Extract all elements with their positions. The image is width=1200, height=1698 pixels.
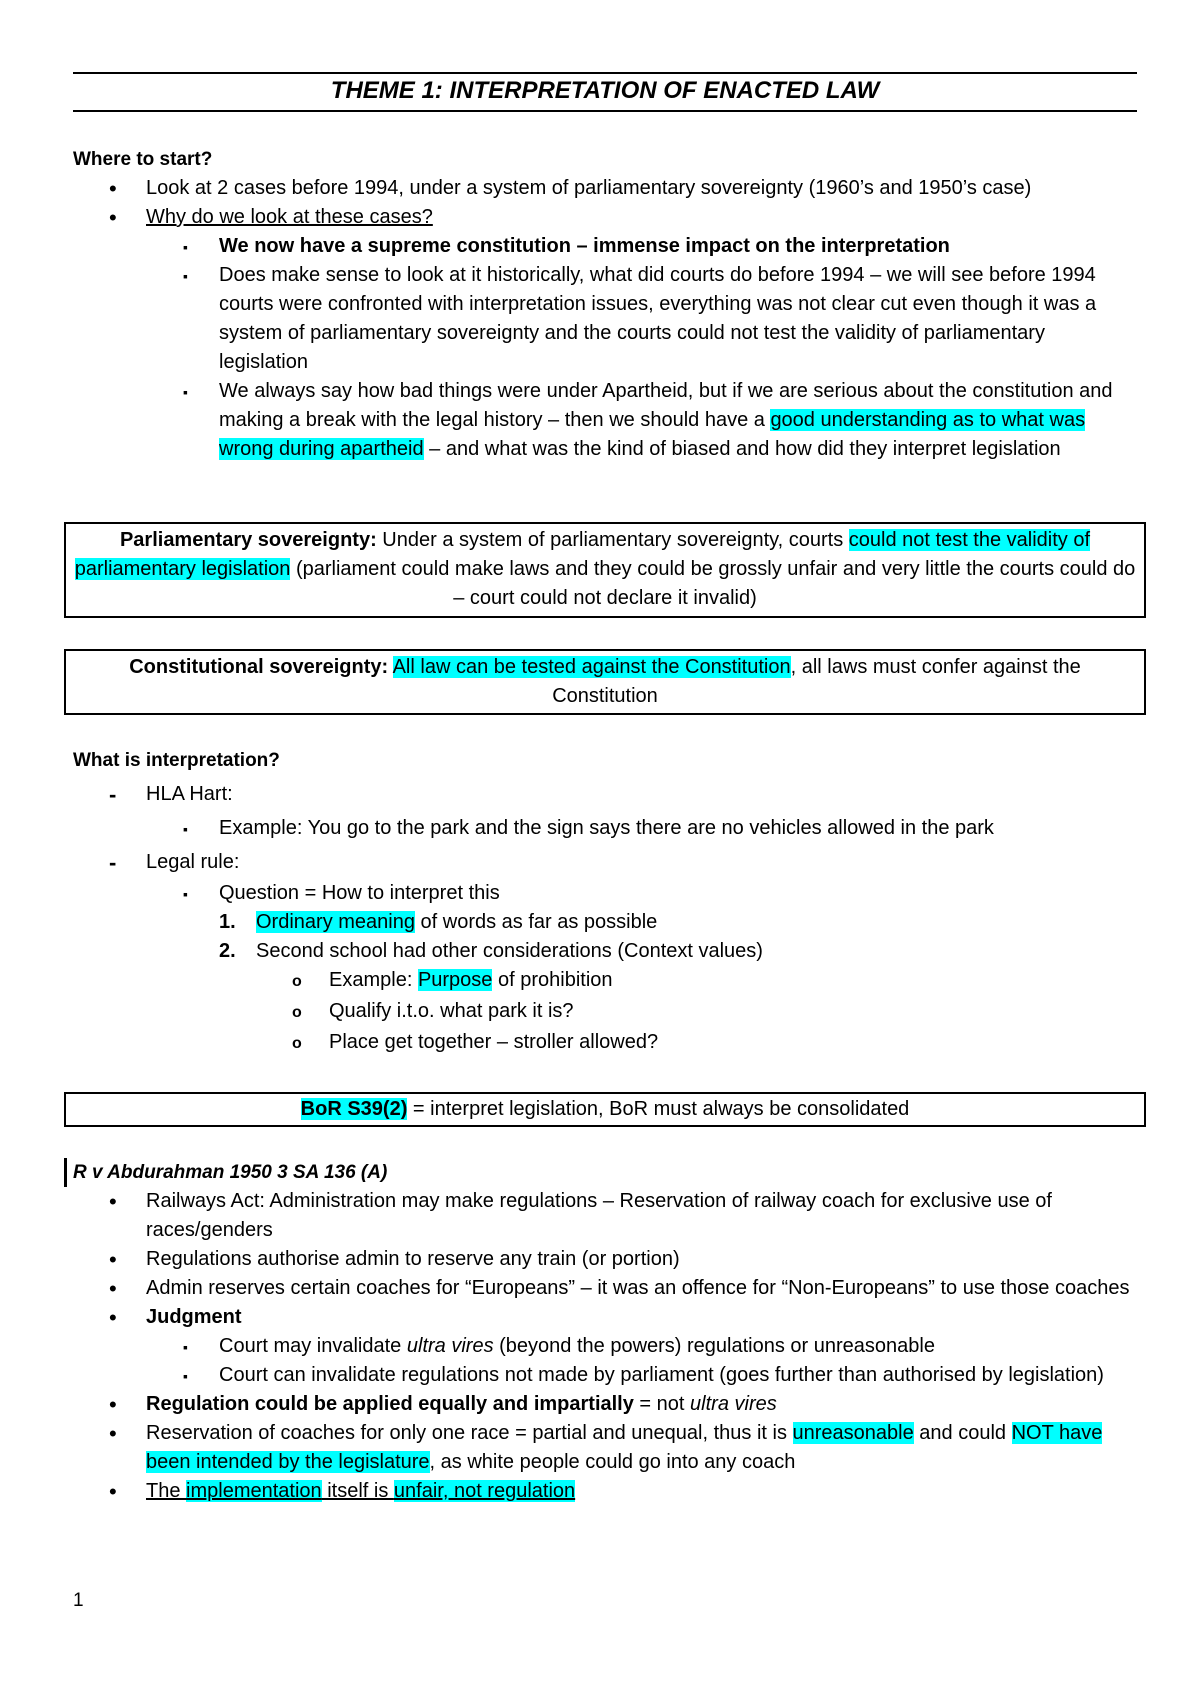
list-item [73, 1303, 1137, 1332]
numbered-item [73, 908, 1137, 937]
list-item-text: of words as far as possible [414, 911, 658, 933]
list-item [73, 1361, 1137, 1390]
square-bullet-icon [183, 814, 188, 844]
list-item [73, 780, 1137, 809]
circle-bullet-icon [292, 997, 302, 1027]
list-item-text: , as white people could go into any coach [429, 1451, 796, 1473]
list-item-text: itself is [321, 1480, 394, 1502]
highlighted-text: BoR S39(2) [300, 1098, 408, 1120]
list-item [73, 1274, 1137, 1303]
list-item-text: Regulations authorise admin to reserve any train (or portion) [146, 1248, 680, 1270]
list-item [73, 203, 1137, 232]
highlighted-text: Purpose [417, 969, 493, 991]
square-bullet-icon [183, 1361, 188, 1391]
list-item [73, 1390, 1137, 1419]
bullet-icon [109, 203, 117, 234]
highlighted-text: could not test the validity of parliamentary legislation [74, 529, 1091, 580]
list-item [73, 1477, 1137, 1506]
list-item-text: Qualify i.t.o. what park it is? [329, 1000, 574, 1022]
highlighted-text: unfair, not regulation [393, 1480, 576, 1502]
title-rule [73, 72, 1137, 112]
list-item [73, 232, 1137, 261]
bullet-icon [109, 174, 117, 205]
bullet-icon [109, 1303, 117, 1334]
page-number: 1 [73, 1590, 84, 1611]
italic-text: ultra vires [406, 1335, 494, 1357]
circle-bullet-icon [292, 966, 302, 996]
bullet-icon [109, 1274, 117, 1305]
list-item-text: Court may invalidate [219, 1335, 407, 1357]
definition-text: = interpret legislation, BoR must always be consolidated [407, 1098, 910, 1120]
highlighted-text: unreasonable [792, 1422, 914, 1444]
square-bullet-icon [183, 879, 188, 909]
list-item [73, 1332, 1137, 1361]
list-item-text: HLA Hart: [146, 783, 233, 805]
list-item-text: Look at 2 cases before 1994, under a system of parliamentary sovereignty (1960’s and 1950’s case) [146, 177, 1032, 199]
definition-text: , all laws must confer against the Constitution [552, 656, 1081, 707]
list-item-text: We always say how bad things were under Apartheid, but if we are serious about the constitution and making a break with the legal history – then we should have a [219, 380, 1113, 431]
list-item [73, 377, 1137, 464]
bullet-icon [109, 1477, 117, 1508]
list-item [73, 848, 1137, 877]
list-item [73, 814, 1137, 843]
definition-text: (parliament could make laws and they could be grossly unfair and very little the courts could do – court could not declare it invalid) [290, 558, 1136, 609]
section-where-to-start [73, 145, 1137, 464]
page-title: THEME 1: INTERPRETATION OF ENACTED LAW [330, 77, 880, 104]
list-item [73, 966, 1137, 995]
dash-bullet-icon [109, 780, 116, 811]
list-item-text: Railways Act: Administration may make regulations – Reservation of railway coach for exclusive use of races/genders [146, 1190, 1052, 1241]
bullet-icon [109, 1245, 117, 1276]
highlighted-text: NOT have been intended by the legislature [146, 1422, 1103, 1473]
definition-label: Constitutional sovereignty: [129, 656, 389, 678]
section-case-abdurahman [73, 1158, 1137, 1506]
highlighted-text: All law can be tested against the Constitution [392, 656, 791, 678]
list-item-text: (beyond the powers) regulations or unreasonable [493, 1335, 935, 1357]
bullet-icon [109, 1419, 117, 1450]
square-bullet-icon [183, 1332, 188, 1362]
list-item-text: Question = How to interpret this [219, 882, 500, 904]
list-item-text: Example: You go to the park and the sign says there are no vehicles allowed in the park [219, 817, 994, 839]
list-item-text: The [146, 1480, 187, 1502]
bullet-icon [109, 1187, 117, 1218]
section-what-is-interpretation [73, 746, 1137, 1057]
list-item [73, 261, 1137, 377]
circle-bullet-icon [292, 1028, 302, 1058]
highlighted-text: implementation [186, 1480, 322, 1502]
numbered-item [73, 937, 1137, 966]
heading-what-is-interpretation: What is interpretation? [73, 750, 280, 771]
list-item [73, 1028, 1137, 1057]
list-item-text: We now have a supreme constitution – immense impact on the interpretation [219, 235, 950, 257]
list-item-text: Reservation of coaches for only one race = partial and unequal, thus it is [146, 1422, 793, 1444]
square-bullet-icon [183, 232, 188, 262]
list-item-text: – and what was the kind of biased and how did they interpret legislation [423, 438, 1061, 460]
item-number: 1. [219, 911, 236, 933]
highlighted-text: good understanding as to what was wrong during apartheid [219, 409, 1086, 460]
square-bullet-icon [183, 261, 188, 291]
list-item-text: Place get together – stroller allowed? [329, 1031, 659, 1053]
highlighted-text: Ordinary meaning [256, 911, 415, 933]
heading-where-to-start: Where to start? [73, 149, 213, 170]
list-item-text: Admin reserves certain coaches for “Europeans” – it was an offence for “Non-Europeans” to use those coaches [146, 1277, 1130, 1299]
definition-text: Under a system of parliamentary sovereignty, courts [376, 529, 849, 551]
list-item [73, 997, 1137, 1026]
definition-box-parliamentary [64, 522, 1146, 618]
list-item-text: Example: [329, 969, 418, 991]
list-item [73, 174, 1137, 203]
definition-box-bor [64, 1092, 1146, 1127]
bullet-icon [109, 1390, 117, 1421]
list-item-text: Why do we look at these cases? [146, 206, 433, 228]
list-item-text: of prohibition [492, 969, 613, 991]
case-heading: R v Abdurahman 1950 3 SA 136 (A) [64, 1158, 1137, 1187]
list-item-text: Court can invalidate regulations not made by parliament (goes further than authorised by legislation) [219, 1364, 1104, 1386]
definition-box-constitutional [64, 649, 1146, 715]
list-item-text: Regulation could be applied equally and impartially [146, 1393, 634, 1415]
list-item [73, 879, 1137, 908]
list-item-text: Does make sense to look at it historically, what did courts do before 1994 – we will see before 1994 courts were confronted with interpretation issues, everything was not clear cut even though it was a system of parliamentary sovereignty and the courts could not test the validity of parliamentary legislation [219, 264, 1097, 373]
list-item-text: and could [913, 1422, 1012, 1444]
item-number: 2. [219, 940, 236, 962]
list-item [73, 1245, 1137, 1274]
list-item-text: Second school had other considerations (Context values) [256, 940, 763, 962]
list-item-text: Judgment [146, 1306, 242, 1328]
list-item [73, 1187, 1137, 1245]
dash-bullet-icon [109, 848, 116, 879]
square-bullet-icon [183, 377, 188, 407]
list-item-text: Legal rule: [146, 851, 240, 873]
list-item-text: = not [633, 1393, 691, 1415]
italic-text: ultra vires [690, 1393, 777, 1415]
list-item [73, 1419, 1137, 1477]
definition-label: Parliamentary sovereignty: [119, 529, 377, 551]
